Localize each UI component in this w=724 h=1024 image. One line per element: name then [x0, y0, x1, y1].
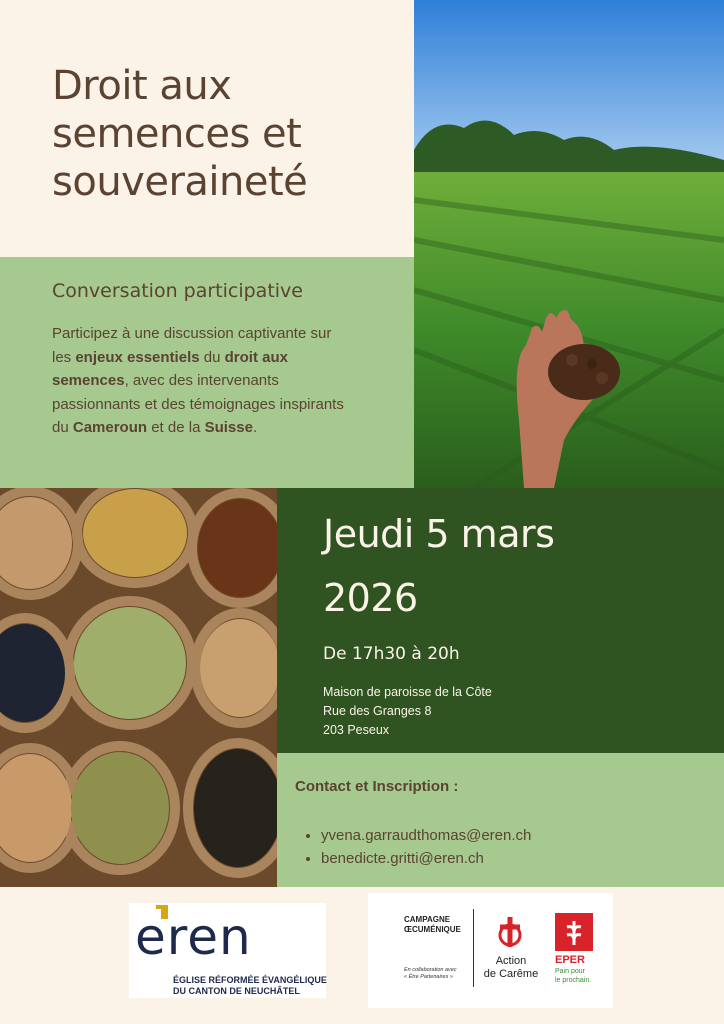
action-careme-icon — [496, 915, 524, 949]
eper-icon — [555, 913, 593, 951]
eren-logo — [129, 903, 326, 998]
partners-logo — [368, 893, 613, 1008]
action-label: Action — [495, 955, 527, 967]
event-date: Jeudi 5 mars — [323, 512, 555, 556]
eper-label: EPER — [555, 954, 585, 966]
eren-line: ÉGLISE RÉFORMÉE ÉVANGÉLIQUE — [173, 975, 327, 985]
divider — [473, 909, 474, 987]
eper-sub: le prochain. — [555, 977, 592, 984]
collab-label: « Être Partenaires » — [404, 974, 453, 980]
contact-email[interactable]: • benedicte.gritti@eren.ch — [321, 847, 531, 870]
address-line: Maison de paroisse de la Côte — [323, 685, 492, 699]
eper-sub: Pain pour — [555, 968, 585, 975]
eren-line: DU CANTON DE NEUCHÂTEL — [173, 986, 300, 996]
field-photo — [414, 0, 724, 488]
contact-title: Contact et Inscription : — [295, 778, 459, 795]
intro-text: Participez à une discussion captivante sur les enjeux essentiels du droit aux semences, avec des intervenants passionnants et des témoignages inspirants du Cameroun et de la Suisse. — [52, 325, 344, 436]
action-label: de Carême — [483, 968, 539, 980]
address-line: Rue des Granges 8 — [323, 704, 432, 718]
contact-list — [303, 824, 531, 870]
event-time: De 17h30 à 20h — [323, 644, 460, 664]
address-line: 203 Peseux — [323, 723, 390, 737]
collab-label: En collaboration avec — [404, 967, 457, 973]
page-title: Droit aux semences et souveraineté — [52, 63, 308, 205]
campagne-label: ŒCUMÉNIQUE — [404, 925, 461, 934]
seeds-photo — [0, 488, 277, 887]
contact-email[interactable]: • yvena.garraudthomas@eren.ch — [321, 824, 531, 847]
eren-wordmark: eren — [135, 908, 252, 966]
subtitle: Conversation participative — [52, 280, 303, 302]
campagne-label: CAMPAGNE — [404, 915, 451, 924]
event-year: 2026 — [323, 576, 418, 620]
